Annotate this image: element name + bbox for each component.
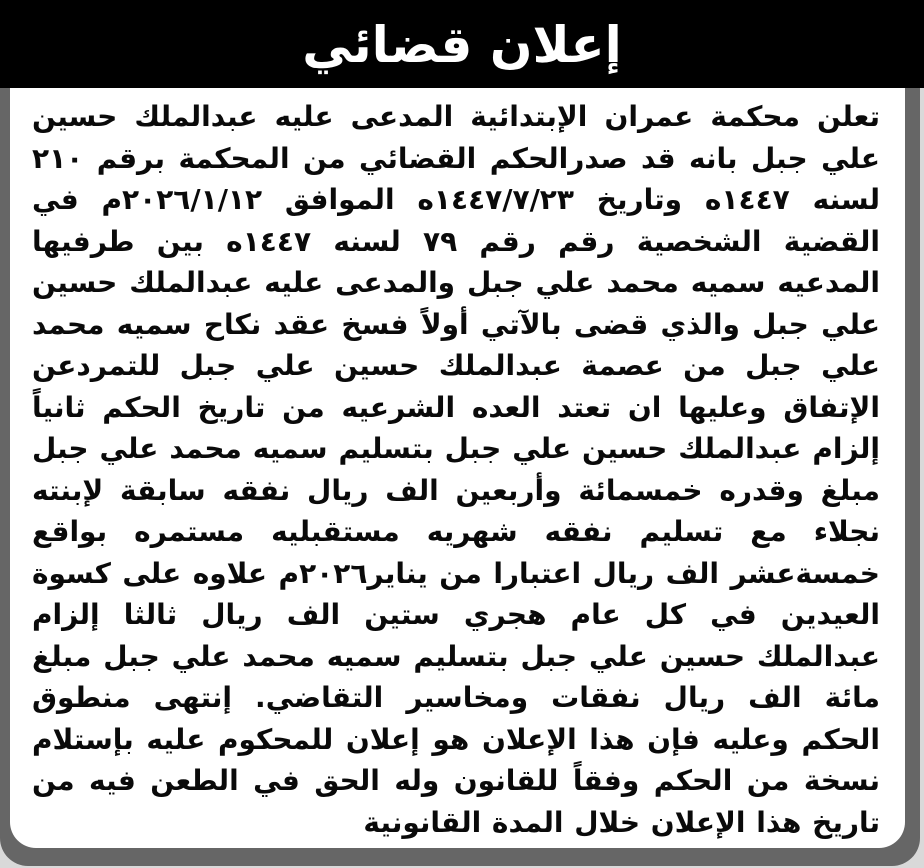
page-title: إعلان قضائي (302, 16, 622, 74)
title-banner (0, 0, 924, 88)
notice-body-text: تعلن محكمة عمران الإبتدائية المدعى عليه عبدالملك حسين علي جبل بانه قد صدرالحكم القضائي من المحكمة برقم ٢١٠ لسنه ١٤٤٧ه وتاريخ ١٤٤٧/٧/٢٣ه الموافق ٢٠٢٦/١/١٢م في القضية الشخصية رقم رقم ٧٩ لسنه ١٤٤٧ه بين طرفيها المدعيه سميه محمد علي جبل والمدعى عليه عبدالملك حسين علي جبل والذي قضى بالآتي أولاً فسخ عقد نكاح سميه محمد علي جبل من عصمة عبدالملك حسين علي جبل للتمردعن الإتفاق وعليها ان تعتد العده الشرعيه من تاريخ الحكم ثانياً إلزام عبدالملك حسين علي جبل بتسليم سميه محمد علي جبل مبلغ وقدره خمسمائة وأربعين الف ريال نفقه سابقة لإبنته نجلاء مع تسليم نفقه شهريه مستقبليه مستمره بواقع خمسةعشر الف ريال اعتبارا من يناير٢٠٢٦م علاوه على كسوة العيدين في كل عام هجري ستين الف ريال ثالثا إلزام عبدالملك حسين علي جبل بتسليم سميه محمد علي جبل مبلغ مائة الف ريال نفقات ومخاسير التقاضي. إنتهى منطوق الحكم وعليه فإن هذا الإعلان هو إعلان للمحكوم عليه بإستلام نسخة من الحكم وفقاً للقانون وله الحق في الطعن فيه من تاريخ هذا الإعلان خلال المدة القانونية (32, 100, 881, 839)
notice-card (10, 88, 905, 848)
